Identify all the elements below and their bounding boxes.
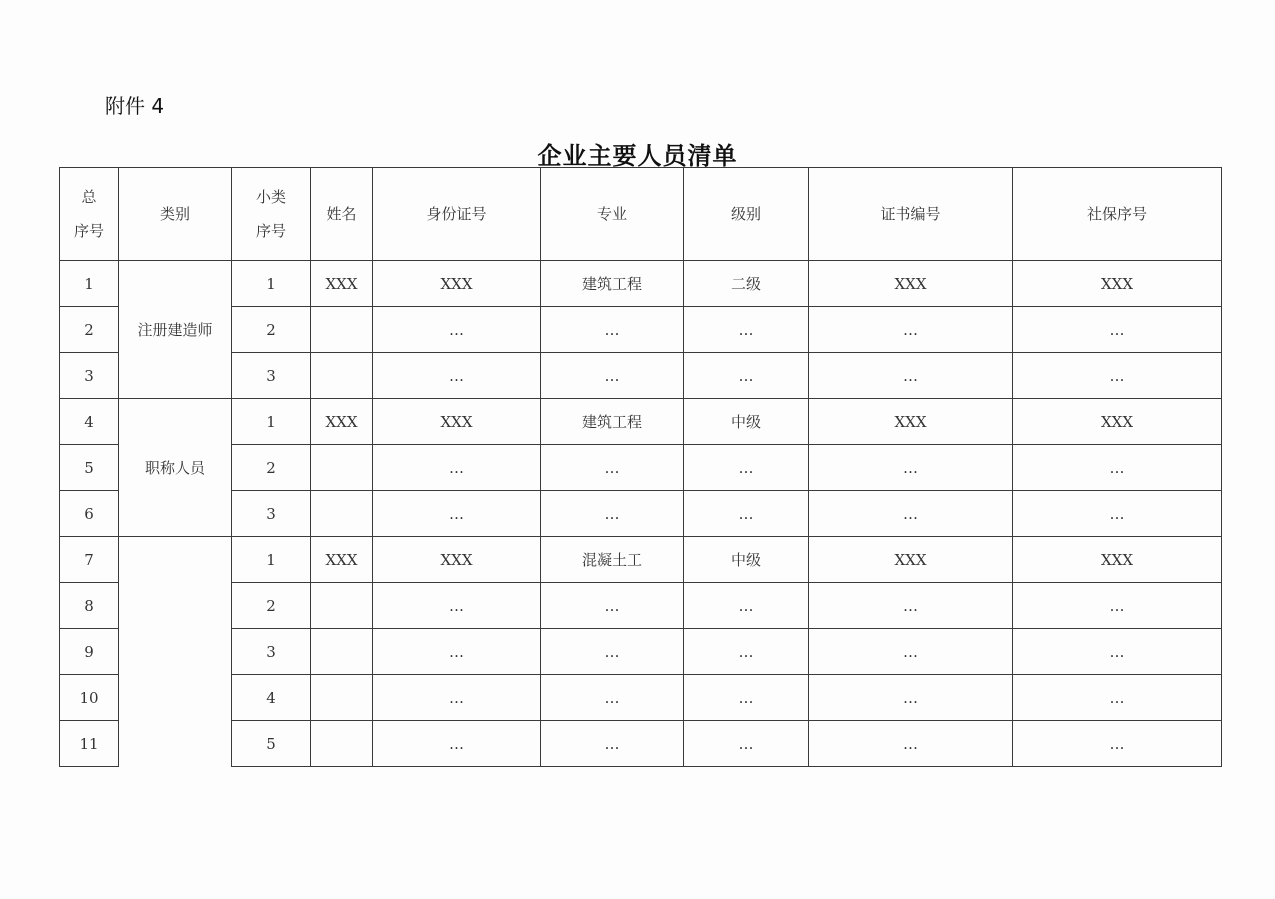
cell-cert-no: XXX — [809, 261, 1013, 307]
cell-id-number: … — [373, 307, 541, 353]
cell-social-security-no: XXX — [1013, 399, 1222, 445]
cell-level: … — [684, 629, 809, 675]
cell-sub-no: 3 — [232, 629, 311, 675]
cell-cert-no: … — [809, 353, 1013, 399]
cell-level: … — [684, 353, 809, 399]
cell-cert-no: … — [809, 491, 1013, 537]
cell-category: 职称人员 — [119, 399, 232, 537]
cell-id-number: … — [373, 675, 541, 721]
cell-major: … — [541, 445, 684, 491]
cell-id-number: XXX — [373, 261, 541, 307]
cell-cert-no: … — [809, 721, 1013, 767]
cell-major: 建筑工程 — [541, 261, 684, 307]
table-row — [60, 721, 1222, 767]
cell-id-number: XXX — [373, 399, 541, 445]
cell-cert-no: XXX — [809, 399, 1013, 445]
cell-id-number: … — [373, 629, 541, 675]
cell-social-security-no: XXX — [1013, 537, 1222, 583]
cell-name — [311, 353, 373, 399]
table-row — [60, 353, 1222, 399]
cell-sub-no: 1 — [232, 399, 311, 445]
cell-level: … — [684, 583, 809, 629]
cell-sub-no: 1 — [232, 261, 311, 307]
table-row — [60, 491, 1222, 537]
header-social-security-no: 社保序号 — [1013, 168, 1222, 261]
cell-social-security-no: XXX — [1013, 261, 1222, 307]
cell-major: … — [541, 721, 684, 767]
header-major: 专业 — [541, 168, 684, 261]
cell-cert-no: … — [809, 675, 1013, 721]
cell-major: … — [541, 629, 684, 675]
header-total-no — [60, 168, 119, 261]
cell-sub-no: 4 — [232, 675, 311, 721]
cell-major: … — [541, 491, 684, 537]
cell-name — [311, 445, 373, 491]
table-row — [60, 399, 1222, 445]
cell-sub-no: 2 — [232, 445, 311, 491]
cell-level: 二级 — [684, 261, 809, 307]
table-row — [60, 537, 1222, 583]
cell-total-no: 5 — [60, 445, 119, 491]
cell-major: … — [541, 675, 684, 721]
cell-sub-no: 2 — [232, 583, 311, 629]
cell-social-security-no: … — [1013, 307, 1222, 353]
cell-social-security-no: … — [1013, 583, 1222, 629]
cell-sub-no: 2 — [232, 307, 311, 353]
cell-name — [311, 491, 373, 537]
table-row — [60, 675, 1222, 721]
header-category: 类别 — [119, 168, 232, 261]
cell-name: XXX — [311, 537, 373, 583]
attachment-label: 附件 4 — [105, 94, 165, 118]
cell-name — [311, 721, 373, 767]
cell-level: … — [684, 721, 809, 767]
header-total-no-line1: 总 — [81, 188, 97, 206]
cell-name: XXX — [311, 399, 373, 445]
header-sub-no-line1: 小类 — [255, 188, 286, 206]
cell-category — [119, 537, 232, 767]
table-row — [60, 583, 1222, 629]
cell-social-security-no: … — [1013, 353, 1222, 399]
cell-major: 建筑工程 — [541, 399, 684, 445]
cell-cert-no: … — [809, 307, 1013, 353]
cell-id-number: … — [373, 353, 541, 399]
header-total-no-line2: 序号 — [73, 222, 104, 240]
table-row — [60, 261, 1222, 307]
cell-id-number: … — [373, 583, 541, 629]
cell-level: … — [684, 491, 809, 537]
cell-social-security-no: … — [1013, 445, 1222, 491]
cell-id-number: XXX — [373, 537, 541, 583]
cell-sub-no: 5 — [232, 721, 311, 767]
cell-total-no: 3 — [60, 353, 119, 399]
cell-social-security-no: … — [1013, 675, 1222, 721]
cell-social-security-no: … — [1013, 721, 1222, 767]
cell-level: 中级 — [684, 399, 809, 445]
cell-category: 注册建造师 — [119, 261, 232, 399]
cell-total-no: 11 — [60, 721, 119, 767]
cell-total-no: 7 — [60, 537, 119, 583]
cell-social-security-no: … — [1013, 629, 1222, 675]
cell-major: … — [541, 307, 684, 353]
cell-sub-no: 3 — [232, 491, 311, 537]
cell-total-no: 9 — [60, 629, 119, 675]
cell-level: 中级 — [684, 537, 809, 583]
header-sub-no — [232, 168, 311, 261]
cell-major: … — [541, 583, 684, 629]
cell-cert-no: … — [809, 629, 1013, 675]
table-header-row — [60, 168, 1222, 261]
cell-total-no: 2 — [60, 307, 119, 353]
cell-cert-no: … — [809, 445, 1013, 491]
cell-total-no: 6 — [60, 491, 119, 537]
cell-cert-no: … — [809, 583, 1013, 629]
cell-sub-no: 3 — [232, 353, 311, 399]
personnel-table — [59, 167, 1222, 767]
table-row — [60, 629, 1222, 675]
cell-major: 混凝土工 — [541, 537, 684, 583]
cell-name: XXX — [311, 261, 373, 307]
cell-total-no: 1 — [60, 261, 119, 307]
cell-total-no: 4 — [60, 399, 119, 445]
cell-major: … — [541, 353, 684, 399]
cell-name — [311, 675, 373, 721]
cell-id-number: … — [373, 491, 541, 537]
cell-level: … — [684, 445, 809, 491]
cell-level: … — [684, 307, 809, 353]
cell-id-number: … — [373, 445, 541, 491]
table-row — [60, 307, 1222, 353]
document-title: 企业主要人员清单 — [537, 141, 738, 170]
cell-total-no: 8 — [60, 583, 119, 629]
cell-name — [311, 307, 373, 353]
header-sub-no-line2: 序号 — [255, 222, 286, 240]
header-id-number: 身份证号 — [373, 168, 541, 261]
cell-cert-no: XXX — [809, 537, 1013, 583]
cell-name — [311, 629, 373, 675]
table-row — [60, 445, 1222, 491]
cell-total-no: 10 — [60, 675, 119, 721]
header-name: 姓名 — [311, 168, 373, 261]
header-level: 级别 — [684, 168, 809, 261]
cell-id-number: … — [373, 721, 541, 767]
cell-level: … — [684, 675, 809, 721]
cell-name — [311, 583, 373, 629]
cell-sub-no: 1 — [232, 537, 311, 583]
cell-social-security-no: … — [1013, 491, 1222, 537]
header-cert-no: 证书编号 — [809, 168, 1013, 261]
